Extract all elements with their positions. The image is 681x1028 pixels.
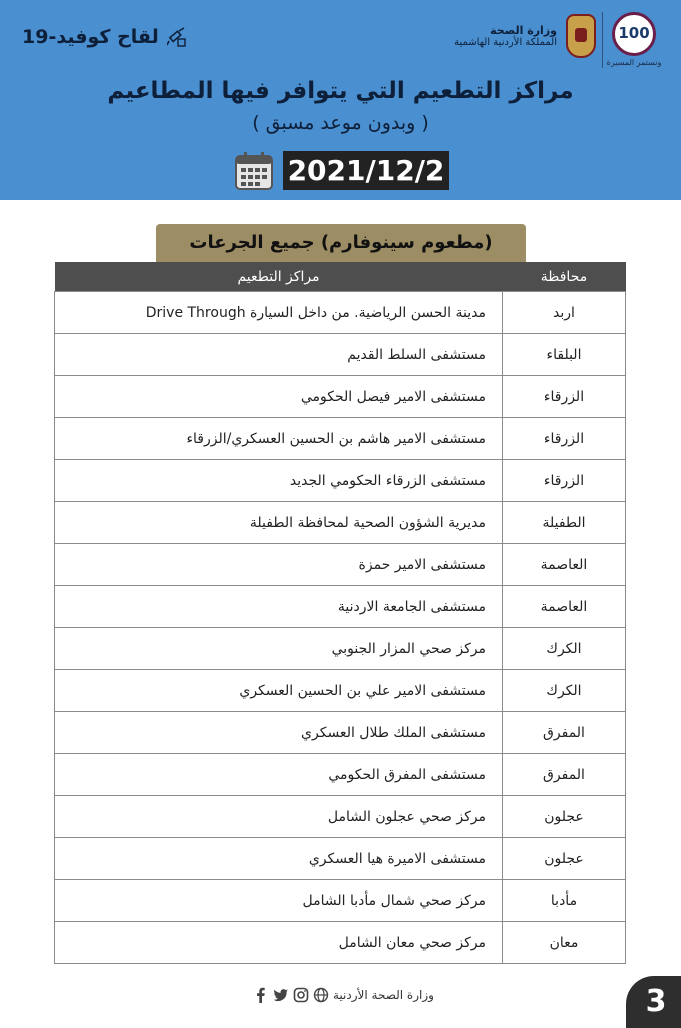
header-banner <box>0 0 681 200</box>
governorate-cell: معان <box>503 922 626 964</box>
center-cell: مديرية الشؤون الصحية لمحافظة الطفيلة <box>55 502 503 544</box>
table-row <box>55 376 626 418</box>
logo-divider <box>602 12 603 68</box>
twitter-icon[interactable] <box>273 987 289 1003</box>
center-cell: مستشفى الامير علي بن الحسين العسكري <box>55 670 503 712</box>
center-cell: مستشفى الامير هاشم بن الحسين العسكري/الزرقاء <box>55 418 503 460</box>
footer-handle: وزارة الصحة الأردنية <box>333 988 434 1002</box>
center-cell: مركز صحي معان الشامل <box>55 922 503 964</box>
table-header-row <box>55 262 626 292</box>
center-cell: مستشفى الاميرة هيا العسكري <box>55 838 503 880</box>
table-row <box>55 628 626 670</box>
center-cell: مركز صحي المزار الجنوبي <box>55 628 503 670</box>
instagram-icon[interactable] <box>293 987 309 1003</box>
header-governorate: محافظة <box>503 262 626 292</box>
governorate-cell: العاصمة <box>503 544 626 586</box>
governorate-cell: البلقاء <box>503 334 626 376</box>
table-row <box>55 418 626 460</box>
table-row <box>55 796 626 838</box>
center-cell: مستشفى السلط القديم <box>55 334 503 376</box>
governorate-cell: عجلون <box>503 796 626 838</box>
date-label: 2021/12/2 <box>283 151 449 190</box>
table-row <box>55 460 626 502</box>
center-cell: مستشفى الامير حمزة <box>55 544 503 586</box>
ministry-name-block <box>454 24 557 48</box>
governorate-cell: الزرقاء <box>503 460 626 502</box>
table-row <box>55 292 626 334</box>
page-subtitle: ( وبدون موعد مسبق ) <box>252 112 429 134</box>
table-row <box>55 712 626 754</box>
governorate-cell: الكرك <box>503 628 626 670</box>
syringe-icon <box>167 27 187 47</box>
social-icons <box>253 987 329 1003</box>
center-cell: مستشفى الملك طلال العسكري <box>55 712 503 754</box>
centenary-caption: ونستمر المسيرة <box>606 58 662 67</box>
vaccine-label: لقاح كوفيد-19 <box>22 26 159 48</box>
facebook-icon[interactable] <box>253 987 269 1003</box>
center-cell: مدينة الحسن الرياضية. من داخل السيارة Drive Through <box>55 292 503 334</box>
table-row <box>55 586 626 628</box>
governorate-cell: الزرقاء <box>503 418 626 460</box>
table-row <box>55 880 626 922</box>
vaccine-type-tab: (مطعوم سينوفارم) جميع الجرعات <box>156 224 526 262</box>
vaccination-centers-table <box>54 262 626 964</box>
governorate-cell: الطفيلة <box>503 502 626 544</box>
governorate-cell: الزرقاء <box>503 376 626 418</box>
table-row <box>55 544 626 586</box>
center-cell: مركز صحي شمال مأدبا الشامل <box>55 880 503 922</box>
table-row <box>55 922 626 964</box>
page-number: 3 <box>626 976 681 1028</box>
center-cell: مركز صحي عجلون الشامل <box>55 796 503 838</box>
ministry-name: وزارة الصحة <box>490 24 557 37</box>
footer <box>0 984 681 1008</box>
jordan-crest-logo <box>566 14 596 58</box>
calendar-icon <box>234 151 274 191</box>
center-cell: مستشفى الجامعة الاردنية <box>55 586 503 628</box>
centenary-logo <box>612 12 656 56</box>
table-row <box>55 670 626 712</box>
governorate-cell: المفرق <box>503 754 626 796</box>
center-cell: مستشفى الزرقاء الحكومي الجديد <box>55 460 503 502</box>
globe-icon[interactable] <box>313 987 329 1003</box>
kingdom-name: المملكة الأردنية الهاشمية <box>454 37 557 48</box>
table-row <box>55 502 626 544</box>
center-cell: مستشفى الامير فيصل الحكومي <box>55 376 503 418</box>
header-center: مراكز التطعيم <box>55 262 503 292</box>
centenary-number: 100 <box>618 24 650 42</box>
center-cell: مستشفى المفرق الحكومي <box>55 754 503 796</box>
governorate-cell: عجلون <box>503 838 626 880</box>
governorate-cell: مأدبا <box>503 880 626 922</box>
table-row <box>55 754 626 796</box>
table-row <box>55 334 626 376</box>
page-title: مراكز التطعيم التي يتوافر فيها المطاعيم <box>107 78 574 104</box>
governorate-cell: الكرك <box>503 670 626 712</box>
table-row <box>55 838 626 880</box>
vaccine-label-group <box>22 26 187 48</box>
governorate-cell: العاصمة <box>503 586 626 628</box>
governorate-cell: المفرق <box>503 712 626 754</box>
governorate-cell: اربد <box>503 292 626 334</box>
